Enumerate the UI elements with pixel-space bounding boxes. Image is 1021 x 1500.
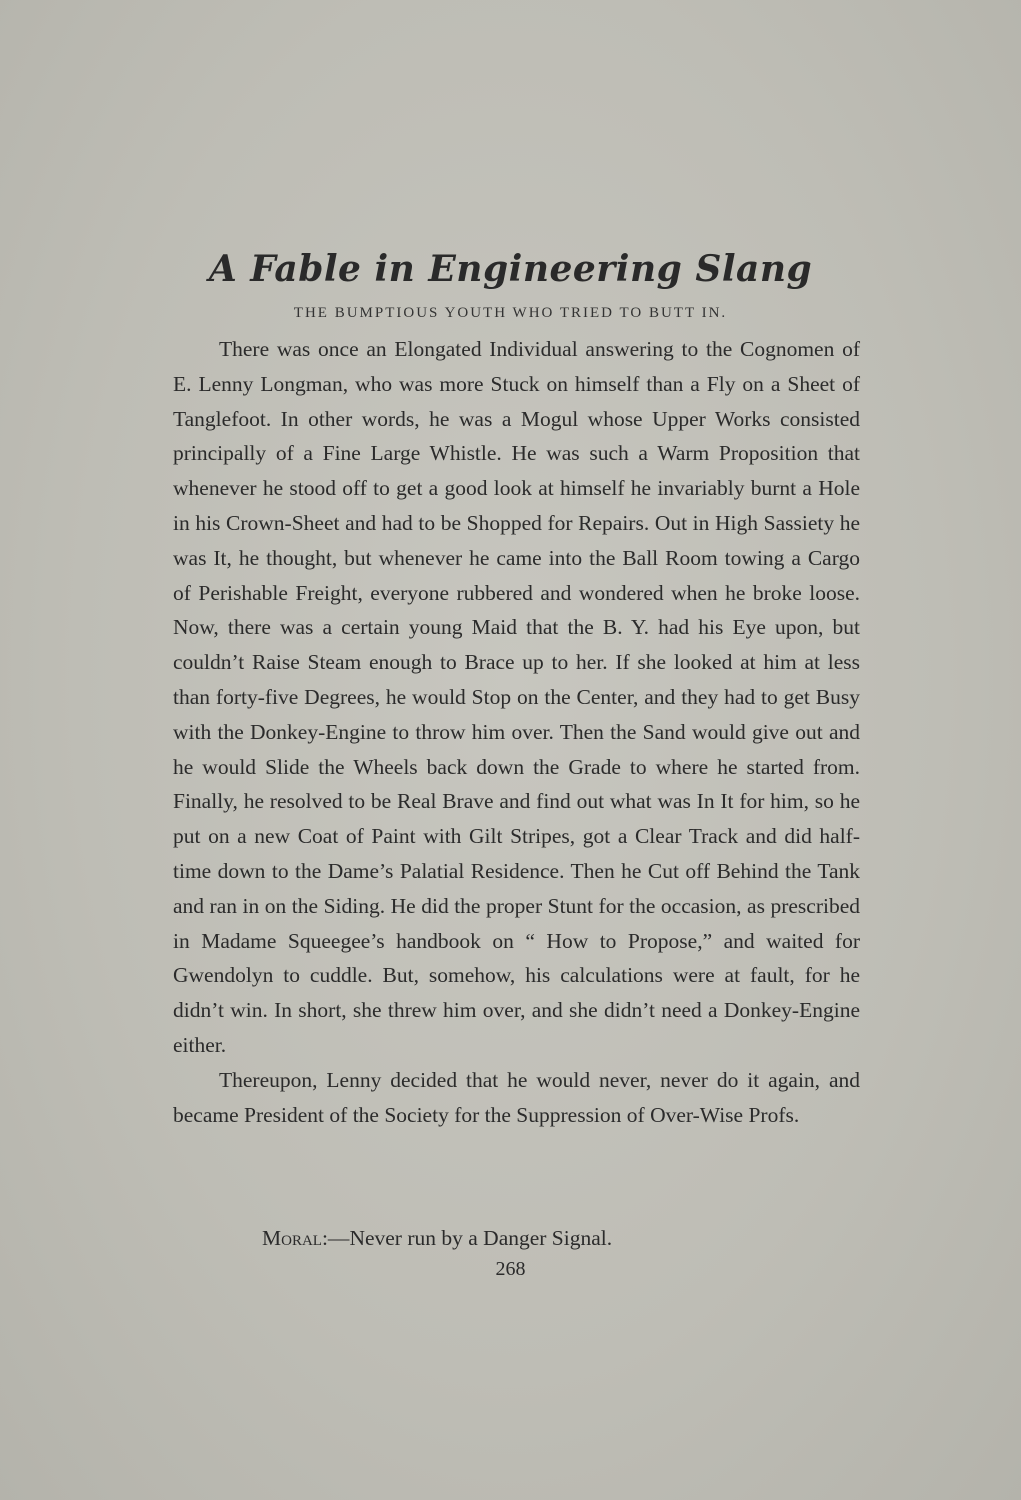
- moral-separator: :—: [321, 1226, 350, 1250]
- moral-label: Moral: [262, 1226, 322, 1250]
- moral-line: [262, 1226, 612, 1251]
- page-title: A Fable in Engineering Slang: [208, 248, 813, 290]
- page-number: 268: [495, 1258, 526, 1280]
- fable-body: [173, 332, 860, 1132]
- subtitle: THE BUMPTIOUS YOUTH WHO TRIED TO BUTT IN.: [293, 305, 728, 321]
- paragraph-2: Thereupon, Lenny decided that he would never, never do it again, and became President of the Society for the Suppression of Over-Wise Profs.: [173, 1067, 860, 1127]
- moral-text: Never run by a Danger Signal.: [349, 1226, 613, 1250]
- paragraph-1: There was once an Elongated Individual answering to the Cognomen of E. Lenny Longman, who was more Stuck on himself than a Fly on a Sheet of Tanglefoot. In other words, he was a Mogul whose Upper Works consisted principally of a Fine Large Whistle. He was such a Warm Proposition that whenever he stood off to get a good look at himself he invariably burnt a Hole in his Crown-Sheet and had to be Shopped for Repairs. Out in High Sassiety he was It, he thought, but whenever he came into the Ball Room towing a Cargo of Perishable Freight, everyone rubbered and wondered when he broke loose. Now, there was a certain young Maid that the B. Y. had his Eye upon, but couldn’t Raise Steam enough to Brace up to her. If she looked at him at less than forty-five Degrees, he would Stop on the Center, and they had to get Busy with the Donkey-Engine to throw him over. Then the Sand would give out and he would Slide the Wheels back down the Grade to where he started from. Finally, he resolved to be Real Brave and find out what was In It for him, so he put on a new Coat of Paint with Gilt Stripes, got a Clear Track and did half-time down to the Dame’s Palatial Residence. Then he Cut off Behind the Tank and ran in on the Siding. He did the proper Stunt for the occasion, as prescribed in Madame Squeegee’s handbook on “ How to Propose,” and waited for Gwendolyn to cuddle. But, somehow, his calculations were at fault, for he didn’t win. In short, she threw him over, and she didn’t need a Donkey-Engine either.: [173, 337, 860, 1057]
